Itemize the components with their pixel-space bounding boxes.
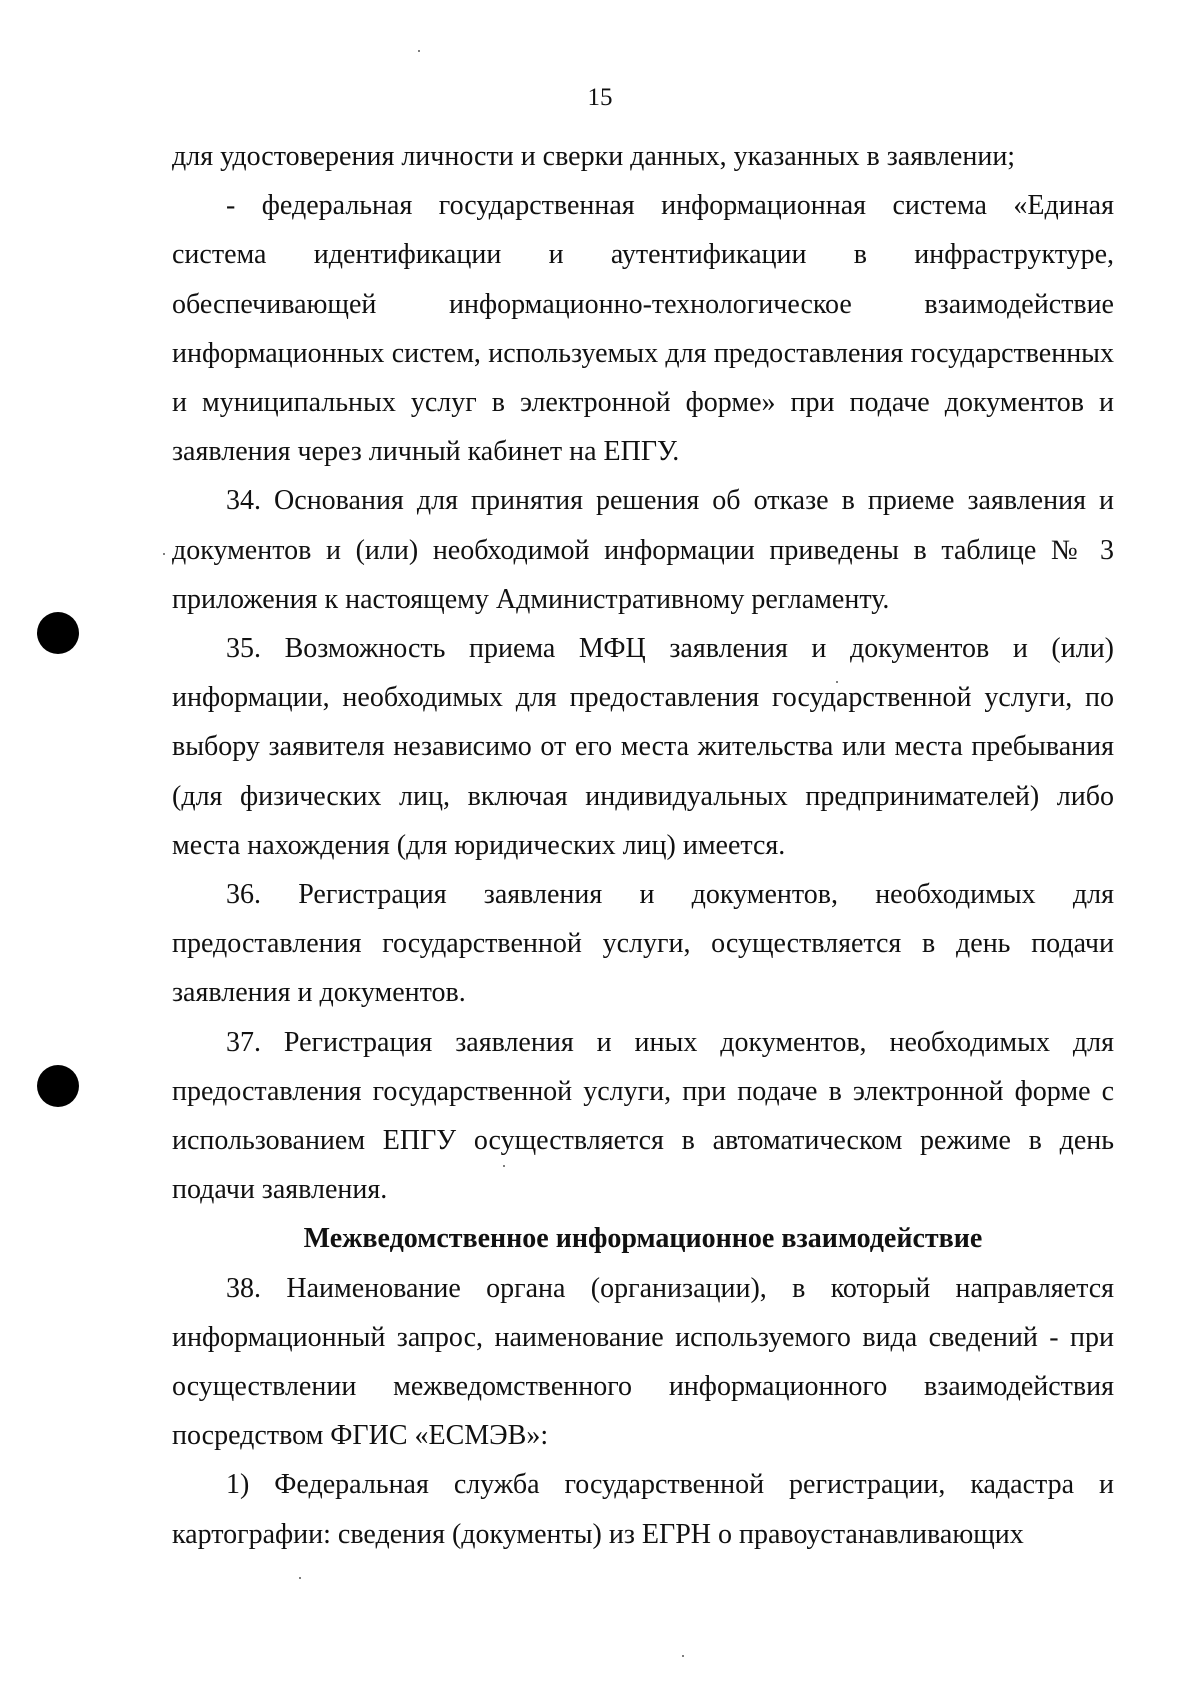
punch-hole-mark bbox=[37, 1065, 79, 1107]
page-number: 15 bbox=[587, 84, 613, 111]
section-heading: Межведомственное информационное взаимодействие bbox=[303, 1223, 983, 1255]
paragraph-item-34: 34. Основания для принятия решения об отказе в приеме заявления и документов и (или) необходимой информации приведены в таблице № 3 приложения к настоящему Административному регламенту. bbox=[172, 485, 1114, 615]
scan-speck bbox=[299, 1577, 301, 1579]
paragraph-item-36: 36. Регистрация заявления и документов, необходимых для предоставления государственной услуги, осуществляется в день подачи заявления и документов. bbox=[172, 879, 1114, 1009]
paragraph-item-35: 35. Возможность приема МФЦ заявления и документов и (или) информации, необходимых для предоставления государственной услуги, по выбору заявителя независимо от его места жительства или места пребывания (для физических лиц, включая индивидуальных предпринимателей) либо места нахождения (для юридических лиц) имеется. bbox=[172, 633, 1114, 861]
paragraph-item-38: 38. Наименование органа (организации), в который направляется информационный запрос, наименование используемого вида сведений - при осуществлении межведомственного информационного взаимодействия посредством ФГИС «ЕСМЭВ»: bbox=[172, 1272, 1114, 1452]
scan-speck bbox=[682, 1655, 684, 1657]
scan-speck bbox=[163, 553, 165, 555]
paragraph-item-38-1: 1) Федеральная служба государственной регистрации, кадастра и картографии: сведения (документы) из ЕГРН о правоустанавливающих bbox=[172, 1469, 1114, 1550]
paragraph-item-37: 37. Регистрация заявления и иных документов, необходимых для предоставления государственной услуги, при подаче в электронной форме с использованием ЕПГУ осуществляется в автоматическом режиме в день подачи заявления. bbox=[172, 1026, 1114, 1206]
paragraph-esia-item: - федеральная государственная информационная система «Единая система идентификации и аутентификации в инфраструктуре, обеспечивающей информационно-технологическое взаимодействие информационных систем, используемых для предоставления государственных и муниципальных услуг в электронной форме» при подаче документов и заявления через личный кабинет на ЕПГУ. bbox=[172, 190, 1114, 468]
punch-hole-mark bbox=[37, 612, 79, 654]
paragraph-continuation: для удостоверения личности и сверки данных, указанных в заявлении; bbox=[172, 141, 1016, 172]
document-body bbox=[172, 132, 1114, 1559]
scan-speck bbox=[418, 50, 420, 52]
